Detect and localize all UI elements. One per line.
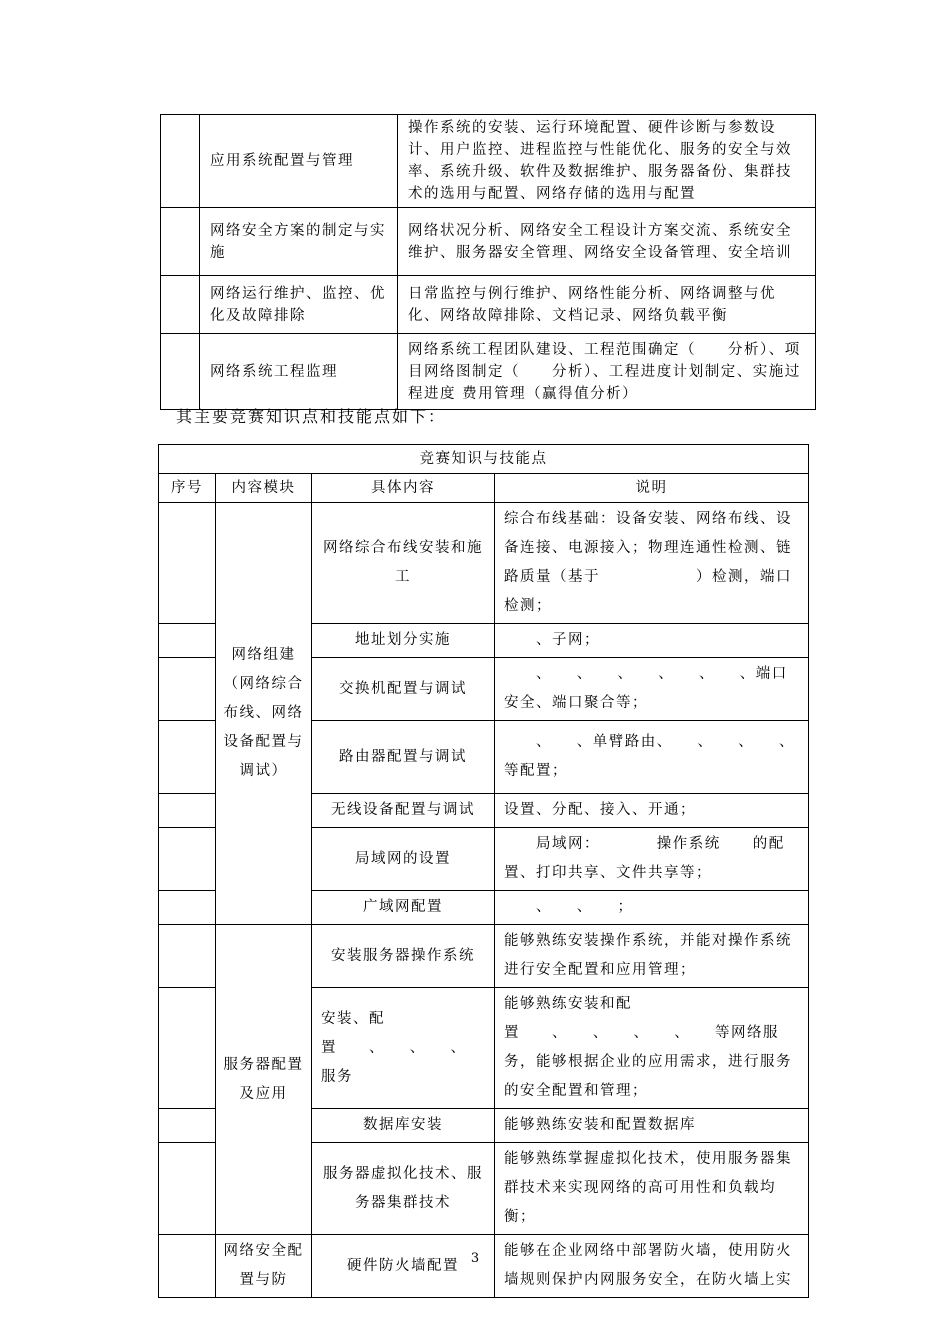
task-desc-cell: 操作系统的安装、运行环境配置、硬件诊断与参数设计、用户监控、进程监控与性能优化、服务的安全与效率、系统升级、软件及数据维护、服务器备份、集群技术的选用与配置、网络存储的选用与配置 xyxy=(398,115,816,208)
table-row xyxy=(161,115,816,208)
skills-table xyxy=(158,444,820,1298)
index-cell xyxy=(159,828,216,891)
table-row xyxy=(161,334,816,410)
content-cell: 硬件防火墙配置 xyxy=(312,1235,495,1298)
description-cell: 设置、分配、接入、开通； xyxy=(495,794,809,828)
description-cell: 局域网： 操作系统 的配置、打印共享、文件共享等； xyxy=(495,828,809,891)
module-cell: 网络安全配置与防 xyxy=(216,1235,312,1298)
intro-paragraph: 其主要竞赛知识点和技能点如下： xyxy=(176,407,447,426)
index-cell xyxy=(159,988,216,1109)
content-cell: 局域网的设置 xyxy=(312,828,495,891)
job-task-table xyxy=(160,114,816,410)
task-desc-cell: 日常监控与例行维护、网络性能分析、网络调整与优化、网络故障排除、文档记录、网络负载平衡 xyxy=(398,276,816,334)
header-description: 说明 xyxy=(495,474,809,503)
header-index: 序号 xyxy=(159,474,216,503)
task-desc-cell: 网络系统工程团队建设、工程范围确定（ 分析）、项目网络图制定（ 分析）、工程进度计划制定、实施过程进度 费用管理（赢得值分析） xyxy=(398,334,816,410)
table-header-row xyxy=(159,474,809,503)
table-title: 竞赛知识与技能点 xyxy=(159,445,809,474)
content-cell: 安装、配置 、 、 、 服务 xyxy=(312,988,495,1109)
table-row xyxy=(161,208,816,276)
task-item-cell: 网络系统工程监理 xyxy=(200,334,398,410)
description-cell: 能够熟练掌握虚拟化技术，使用服务器集群技术来实现网络的高可用性和负载均衡； xyxy=(495,1143,809,1235)
description-cell: 能够熟练安装和配置 、 、 、 、 等网络服务，能够根据企业的应用需求，进行服务的安全配置和管理； xyxy=(495,988,809,1109)
content-cell: 广域网配置 xyxy=(312,891,495,925)
description-cell: 、子网； xyxy=(495,624,809,658)
index-cell xyxy=(159,624,216,658)
index-cell xyxy=(161,208,200,276)
index-cell xyxy=(159,1109,216,1143)
index-cell xyxy=(161,276,200,334)
content-cell: 交换机配置与调试 xyxy=(312,658,495,721)
content-cell: 地址划分实施 xyxy=(312,624,495,658)
page-number: 3 xyxy=(470,1251,480,1266)
table-title-row xyxy=(159,445,809,474)
index-cell xyxy=(159,891,216,925)
content-cell: 服务器虚拟化技术、服务器集群技术 xyxy=(312,1143,495,1235)
task-desc-cell: 网络状况分析、网络安全工程设计方案交流、系统安全维护、服务器安全管理、网络安全设备管理、安全培训 xyxy=(398,208,816,276)
table-row xyxy=(159,1235,809,1298)
task-item-cell: 网络运行维护、监控、优化及故障排除 xyxy=(200,276,398,334)
table-row xyxy=(159,503,809,624)
index-cell xyxy=(159,658,216,721)
description-cell: 、 、 、 、 、 、端口安全、端口聚合等； xyxy=(495,658,809,721)
header-module: 内容模块 xyxy=(216,474,312,503)
content-cell: 无线设备配置与调试 xyxy=(312,794,495,828)
index-cell xyxy=(159,721,216,794)
header-content: 具体内容 xyxy=(312,474,495,503)
description-cell: 、 、 ； xyxy=(495,891,809,925)
description-cell: 能够熟练安装操作系统，并能对操作系统进行安全配置和应用管理； xyxy=(495,925,809,988)
index-cell xyxy=(161,115,200,208)
task-item-cell: 应用系统配置与管理 xyxy=(200,115,398,208)
content-cell: 网络综合布线安装和施工 xyxy=(312,503,495,624)
index-cell xyxy=(159,925,216,988)
table-row xyxy=(159,925,809,988)
content-cell: 数据库安装 xyxy=(312,1109,495,1143)
description-cell: 能够熟练安装和配置数据库 xyxy=(495,1109,809,1143)
description-cell: 、 、单臂路由、 、 、 、 等配置； xyxy=(495,721,809,794)
content-cell: 路由器配置与调试 xyxy=(312,721,495,794)
index-cell xyxy=(161,334,200,410)
module-cell: 网络组建（网络综合布线、网络设备配置与调试） xyxy=(216,503,312,925)
task-item-cell: 网络安全方案的制定与实施 xyxy=(200,208,398,276)
table-row xyxy=(161,276,816,334)
description-cell: 综合布线基础：设备安装、网络布线、设备连接、电源接入；物理连通性检测、链路质量（基于 ）检测，端口检测； xyxy=(495,503,809,624)
index-cell xyxy=(159,794,216,828)
content-cell: 安装服务器操作系统 xyxy=(312,925,495,988)
description-cell: 能够在企业网络中部署防火墙，使用防火墙规则保护内网服务安全，在防火墙上实 xyxy=(495,1235,809,1298)
module-cell: 服务器配置及应用 xyxy=(216,925,312,1235)
index-cell xyxy=(159,503,216,624)
index-cell xyxy=(159,1143,216,1235)
index-cell xyxy=(159,1235,216,1298)
